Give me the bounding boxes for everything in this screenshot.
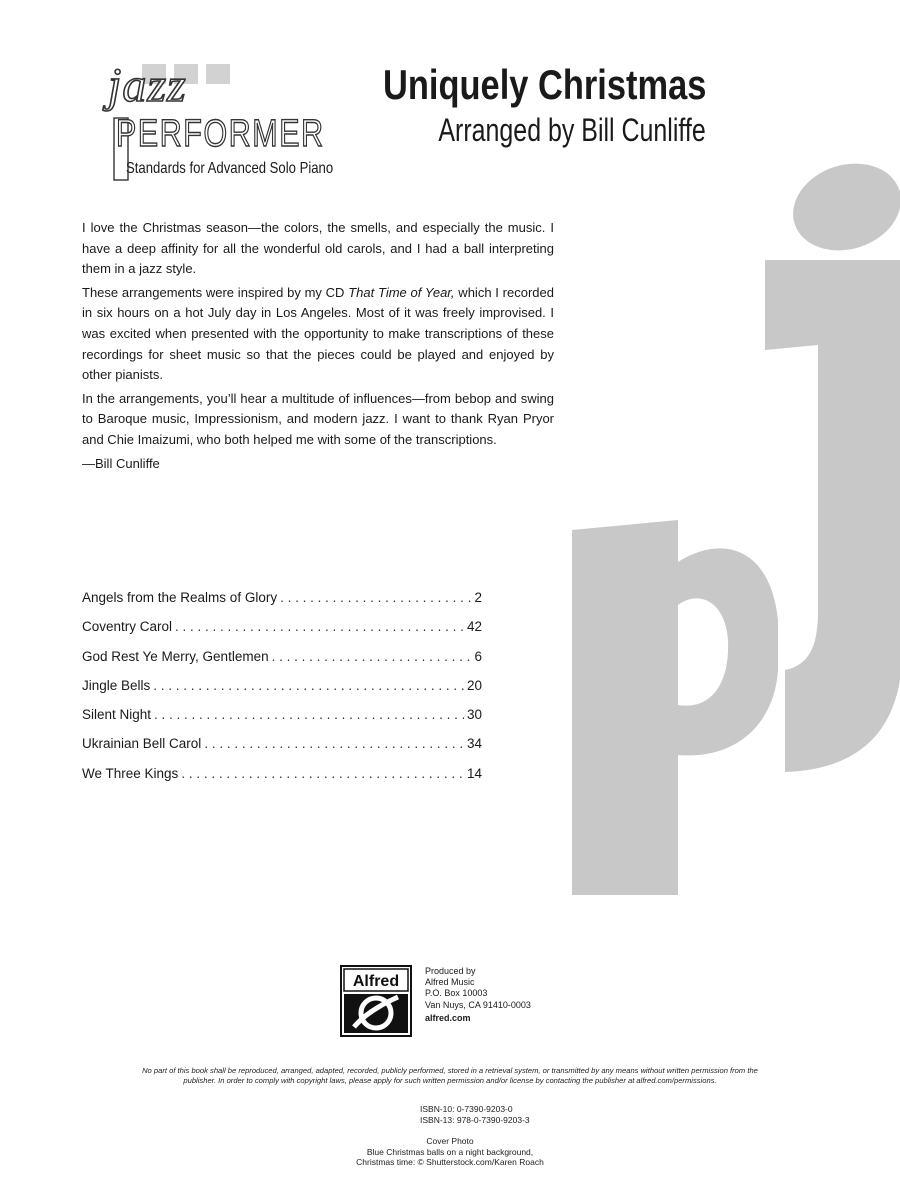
isbn-block xyxy=(420,1104,530,1125)
intro-paragraph-2 xyxy=(82,283,554,386)
logo-subtitle: Standards for Advanced Solo Piano xyxy=(126,160,334,177)
publisher-line: P.O. Box 10003 xyxy=(425,988,488,999)
toc-title: Angels from the Realms of Glory xyxy=(82,590,278,605)
toc-title: Ukrainian Bell Carol xyxy=(82,736,202,752)
toc-leader xyxy=(272,649,472,664)
toc-row xyxy=(82,707,482,736)
isbn-10: ISBN-10: 0-7390-9203-0 xyxy=(420,1104,513,1114)
toc-row xyxy=(82,649,482,678)
toc-row xyxy=(82,736,482,765)
copyright-notice: No part of this book shall be reproduced, arranged, adapted, recorded, publicly performed, stored in a retrieval system, or transmitted by any means without written permission from the publisher. In order to comply with copyright laws, please apply for such written permission and/or license by contacting the publisher at alfred.com/permissions. xyxy=(142,1066,758,1085)
cover-line: Christmas time: © Shutterstock.com/Karen Roach xyxy=(356,1157,544,1167)
toc-row xyxy=(82,678,482,707)
toc-leader xyxy=(154,707,464,722)
pj-letters-graphic xyxy=(560,150,900,900)
toc-title: Silent Night xyxy=(82,707,152,723)
toc-title: We Three Kings xyxy=(82,765,179,781)
alfred-logo-text: Alfred xyxy=(352,973,400,990)
toc-page: 34 xyxy=(466,736,482,752)
toc-leader xyxy=(175,619,464,634)
intro-paragraph-1: I love the Christmas season—the colors, the smells, and especially the music. I have a deep affinity for all the wonderful old carols, and I had a ball interpreting them in a jazz style. xyxy=(82,220,554,277)
toc-leader xyxy=(153,678,464,693)
intro-paragraph-3: In the arrangements, you’ll hear a multitude of influences—from bebop and swing to Baroque music, Impressionism, and modern jazz. I want to thank Ryan Pryor and Chie Imaizumi, who both helped me with some of the transcriptions. xyxy=(82,390,554,447)
toc-row xyxy=(82,766,482,795)
toc-leader xyxy=(204,736,464,751)
page-title: Uniquely Christmas xyxy=(382,61,706,108)
cover-photo-credit xyxy=(300,1136,600,1168)
toc-page: 42 xyxy=(466,619,482,635)
toc-row xyxy=(82,619,482,648)
toc-page: 20 xyxy=(466,677,482,693)
toc-page: 2 xyxy=(474,590,482,605)
intro-p2-start: These arrangements were inspired by my CD xyxy=(82,284,349,300)
publisher-line: Van Nuys, CA 91410-0003 xyxy=(425,999,531,1010)
table-of-contents xyxy=(82,590,482,795)
toc-page: 30 xyxy=(466,707,482,723)
alfred-logo xyxy=(340,965,412,1037)
toc-page: 6 xyxy=(474,648,482,664)
toc-title: God Rest Ye Merry, Gentlemen xyxy=(82,648,269,664)
arranger-credit: Arranged by Bill Cunliffe xyxy=(438,112,706,148)
cd-title: That Time of Year, xyxy=(348,284,455,300)
jazz-performer-logo xyxy=(82,58,352,184)
toc-title: Coventry Carol xyxy=(82,619,173,635)
toc-leader xyxy=(280,590,471,605)
logo-jazz-text: jazz xyxy=(108,59,187,112)
cover-label: Cover Photo xyxy=(426,1136,474,1146)
publisher-info xyxy=(425,966,531,1024)
publisher-line: Produced by xyxy=(425,966,476,976)
intro-p2-end: which I recorded in six hours on a hot July day in Los Angeles. Most of it was freely improvised. I was excited when presented with the opportunity to make transcriptions of these recordings for sheet music so that the pieces could be played and enjoyed by other pianists. xyxy=(82,284,554,383)
publisher-line: Alfred Music xyxy=(425,977,475,988)
toc-leader xyxy=(181,766,464,781)
toc-title: Jingle Bells xyxy=(82,677,151,693)
logo-performer-text: PERFORMER xyxy=(116,113,325,155)
toc-page: 14 xyxy=(466,765,482,781)
toc-row xyxy=(82,590,482,619)
intro-text xyxy=(82,218,554,477)
isbn-13: ISBN-13: 978-0-7390-9203-3 xyxy=(420,1114,530,1125)
signature: —Bill Cunliffe xyxy=(82,455,160,471)
publisher-url: alfred.com xyxy=(425,1012,471,1023)
cover-line: Blue Christmas balls on a night background, xyxy=(366,1146,534,1157)
